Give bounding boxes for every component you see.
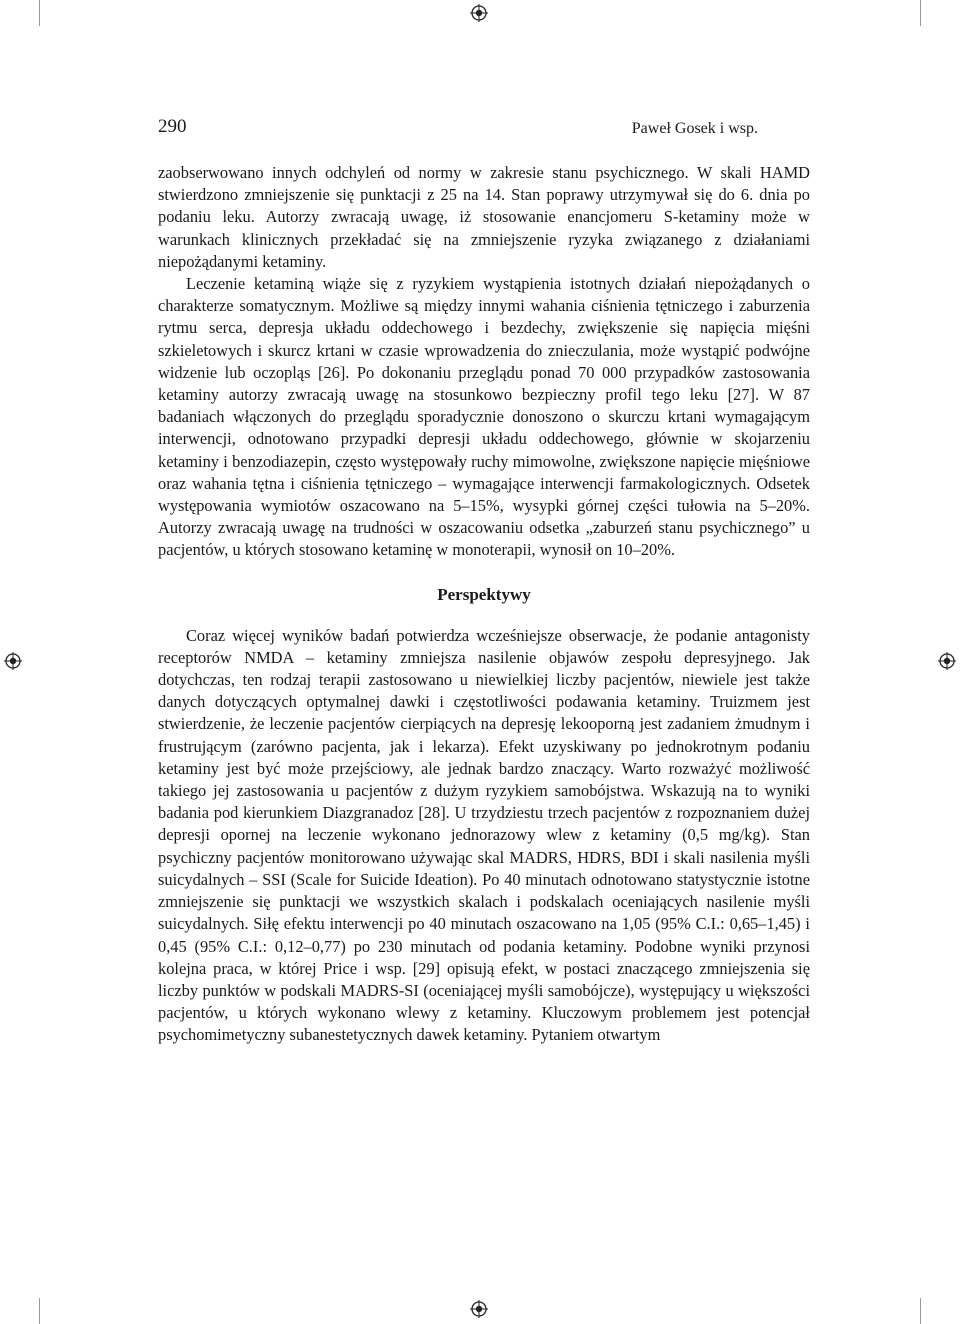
crop-mark-top-left (39, 0, 40, 26)
running-head-authors: Paweł Gosek i wsp. (631, 120, 758, 137)
registration-mark-left-icon (4, 652, 22, 670)
crop-mark-bottom-right (920, 1298, 921, 1324)
registration-mark-bottom-icon (470, 1300, 488, 1318)
page-number: 290 (158, 116, 187, 137)
body-paragraph: Leczenie ketaminą wiąże się z ryzykiem wystąpienia istotnych działań niepożądanych o charakterze somatycznym. Możliwe są między innymi wahania ciśnienia tętniczego i zaburzenia rytmu serca, depresja układu oddechowego i bezdechy, zwiększenie się napięcia mięśni szkieletowych i skurcz krtani w czasie wprowadzenia do znieczulania, może wystąpić podwójne widzenie lub oczopląs [26]. Po dokonaniu przeglądu ponad 70 000 przypadków zastosowania ketaminy autorzy zwracają uwagę na stosunkowo bezpieczny profil tego leku [27]. W 87 badaniach włączonych do przeglądu sporadycznie donoszono o skurczu krtani wymagającym interwencji, odnotowano przypadki depresji układu oddechowego, głównie w skojarzeniu ketaminy i benzodiazepin, często występowały ruchy mimowolne, zwiększone napięcie mięśniowe oraz wahania tętna i ciśnienia tętniczego – wymagające interwencji farmakologicznych. Odsetek występowania wymiotów oszacowano na 5–15%, wysypki górnej części tułowia na 5–20%. Autorzy zwracają uwagę na trudności w oszacowaniu odsetka „zaburzeń stanu psychicznego” u pacjentów, u których stosowano ketaminę w monoterapii, wynosił on 10–20%. (158, 274, 810, 560)
article-body (158, 162, 810, 1047)
section-heading: Perspektywy (437, 584, 531, 604)
crop-mark-top-right (920, 0, 921, 26)
registration-mark-right-icon (938, 652, 956, 670)
registration-mark-top-icon (470, 4, 488, 22)
running-head (158, 116, 810, 140)
crop-mark-bottom-left (39, 1298, 40, 1324)
body-paragraph: zaobserwowano innych odchyleń od normy w zakresie stanu psychicznego. W skali HAMD stwierdzono zmniejszenie się punktacji z 25 na 14. Stan poprawy utrzymywał się do 6. dnia po podaniu leku. Autorzy zwracają uwagę, iż stosowanie enancjomeru S-ketaminy może w warunkach klinicznych przekładać się na zmniejszenie ryzyka związanego z działaniami niepożądanymi ketaminy. (158, 163, 810, 271)
section-paragraph: Coraz więcej wyników badań potwierdza wcześniejsze obserwacje, że podanie antagonisty receptorów NMDA – ketaminy zmniejsza nasilenie objawów zespołu depresyjnego. Jak dotychczas, ten rodzaj terapii zastosowano u niewielkiej liczby pacjentów, niewiele jest także danych dotyczących optymalnej dawki i częstotliwości podawania ketaminy. Truizmem jest stwierdzenie, że leczenie pacjentów cierpiących na depresję lekooporną jest zadaniem żmudnym i frustrującym (zarówno pacjenta, jak i lekarza). Efekt uzyskiwany po jednokrotnym podaniu ketaminy jest być może przejściowy, ale jednak bardzo znaczący. Warto rozważyć możliwość takiego jej zastosowania u pacjentów z dużym ryzykiem samobójstwa. Wskazują na to wyniki badania pod kierunkiem Diazgranadoz [28]. U trzydziestu trzech pacjentów z rozpoznaniem dużej depresji opornej na leczenie wykonano jednorazowy wlew z ketaminy (0,5 mg/kg). Stan psychiczny pacjentów monitorowano używając skal MADRS, HDRS, BDI i skali nasilenia myśli suicydalnych – SSI (Scale for Suicide Ideation). Po 40 minutach odnotowano statystycznie istotne zmniejszenie się punktacji we wszystkich skalach i podskalach oceniających nasilenie myśli suicydalnych. Siłę efektu interwencji po 40 minutach oszacowano na 1,05 (95% C.I.: 0,65–1,45) i 0,45 (95% C.I.: 0,12–0,77) po 230 minutach od podania ketaminy. Podobne wyniki przynosi kolejna praca, w której Price i wsp. [29] opisują efekt, w postaci znaczącego zmniejszenia się liczby punktów w podskali MADRS-SI (oceniającej myśli samobójcze), występujący u większości pacjentów, u których wykonano wlewy z ketaminy. Kluczowym problemem jest potencjał psychomimetyczny subanestetycznych dawek ketaminy. Pytaniem otwartym (158, 625, 810, 1045)
